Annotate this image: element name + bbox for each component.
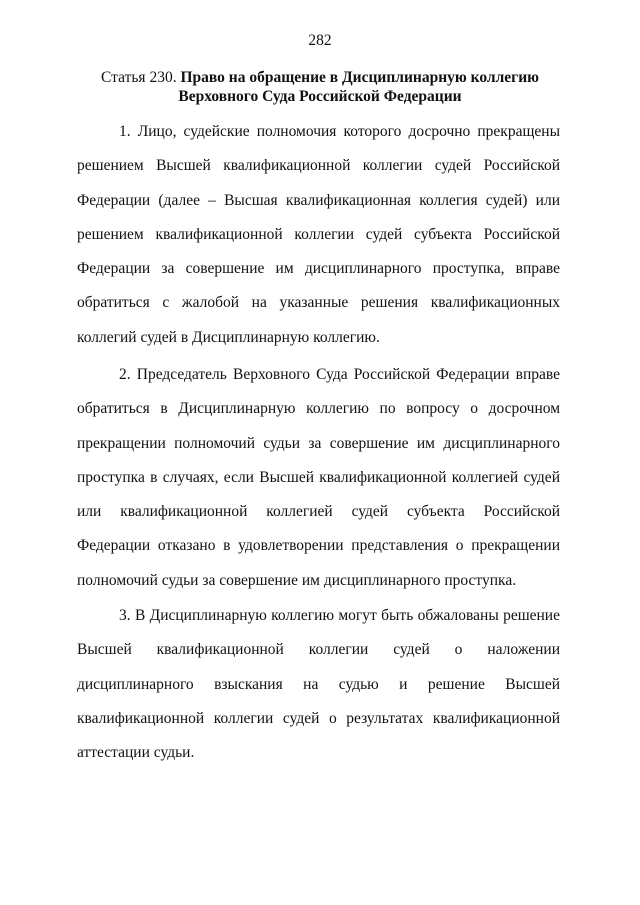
paragraph-1: 1. Лицо, судейские полномочия которого досрочно прекращены решением Высшей квалификационной коллегии судей Российской Федерации (далее – Высшая квалификационная коллегия судей) или решением квалификационной коллегии судей субъекта Российской Федерации за совершение им дисциплинарного проступка, вправе обратиться с жалобой на указанные решения квалификационных коллегий судей в Дисциплинарную коллегию. [77,123,560,346]
article-number: Статья 230. [101,69,181,86]
paragraph-3: 3. В Дисциплинарную коллегию могут быть обжалованы решение Высшей квалификационной коллегии судей о наложении дисциплинарного взыскания на судью и решение Высшей квалификационной коллегии судей о результатах квалификационной аттестации судьи. [77,607,560,762]
article-title-line-1: Право на обращение в Дисциплинарную коллегию [180,69,539,86]
article-title-line-2: Верховного Суда Российской Федерации [178,88,462,105]
article-heading [90,68,550,106]
page-number: 282 [308,32,332,49]
paragraph-2: 2. Председатель Верховного Суда Российской Федерации вправе обратиться в Дисциплинарную коллегию по вопросу о досрочном прекращении полномочий судьи за совершение им дисциплинарного проступка в случаях, если Высшей квалификационной коллегией судей или квалификационной коллегией судей субъекта Российской Федерации отказано в удовлетворении представления о прекращении полномочий судьи за совершение им дисциплинарного проступка. [77,366,560,589]
